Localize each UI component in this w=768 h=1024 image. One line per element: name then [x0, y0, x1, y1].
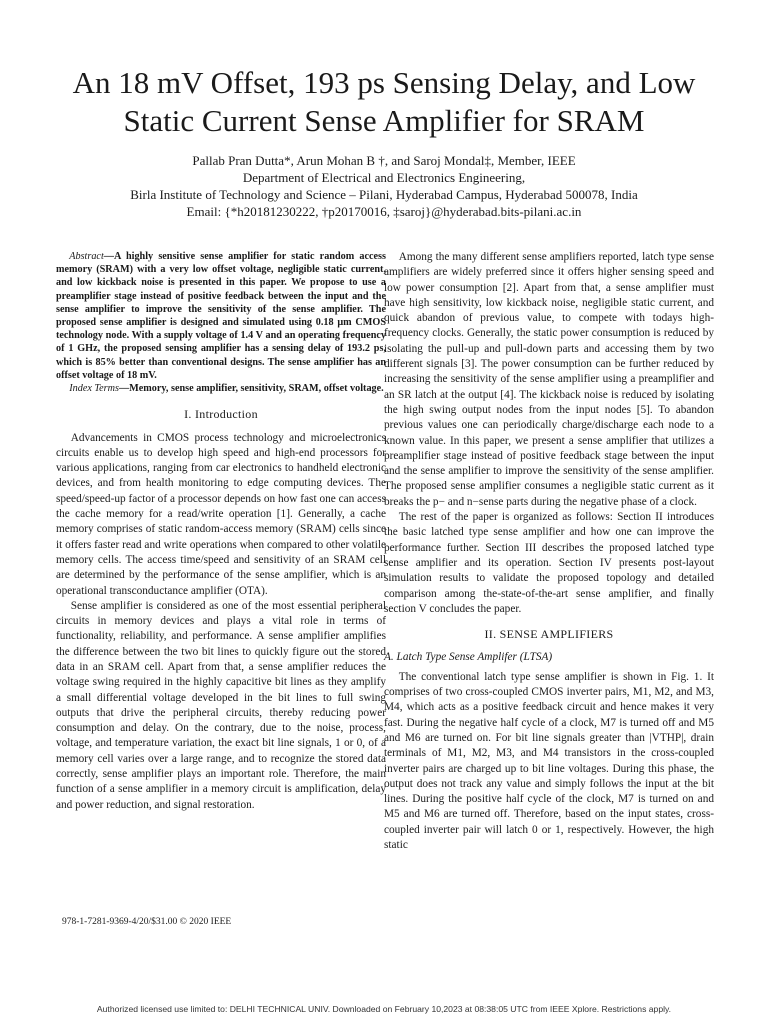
abstract-label: Abstract [69, 251, 104, 262]
abstract [56, 250, 386, 382]
affiliation-email: Email: {*h20181230222, †p20170016, ‡saroj}@hyderabad.bits-pilani.ac.in [186, 204, 582, 219]
index-terms-text: —Memory, sense amplifier, sensitivity, SRAM, offset voltage. [118, 383, 384, 395]
abstract-text: —A highly sensitive sense amplifier for static random access memory (SRAM) with a very low offset voltage, negligible static current, and low kickback noise is presented in this paper. We propose to use a preamplifier stage instead of positive feedback between the input and the sense amplifier to improve the sensitivity of the sense amplifier. The proposed sense amplifier is designed and simulated using 0.18 μm CMOS technology node. With a supply voltage of 1.4 V and an operating frequency of 1 GHz, the proposed sensing amplifier has a sensing delay of 193.2 ps, which is 85% better than conventional designs. The sense amplifier has an offset voltage of 18 mV. [56, 251, 386, 381]
section-2-heading: II. SENSE AMPLIFIERS [484, 627, 614, 642]
copyright-notice: 978-1-7281-9369-4/20/$31.00 © 2020 IEEE [62, 917, 232, 927]
index-terms [56, 382, 386, 395]
right-paragraph-2: The rest of the paper is organized as follows: Section II introduces the basic latched type sense amplifier and how one can improve the performance further. Section III describes the proposed latched type sense amplifier and its operation. Section IV presents post-layout simulation results to validate the proposed topology and detailed comparison among the-state-of-the-art sense amplifier, and finally section V concludes the paper. [384, 511, 714, 615]
right-column [384, 250, 714, 853]
section-2a-heading: A. Latch Type Sense Amplifer (LTSA) [384, 651, 553, 664]
affiliation-institute: Birla Institute of Technology and Science – Pilani, Hyderabad Campus, Hyderabad 500078, India [130, 187, 638, 202]
intro-paragraph-1: Advancements in CMOS process technology and microelectronics circuits enable us to develop high speed and high-end processors for various applications, ranging from car electronics to handheld electronic devices, and from health monitoring to edge computing devices. The speed/speed-up factor of a processor depends on how fast one can access the cache memory for a read/write operation [1]. Generally, a cache memory comprises of static random-access memory (SRAM) cells since it offers faster read and write operations when compared to other volatile memory cells. The access time/speed and sensitivity of an SRAM cell are determined by the performance of the sense amplifier, which is an operational transconductance amplifier (OTA). [56, 431, 386, 597]
index-terms-label: Index Terms [69, 383, 119, 395]
author-names: Pallab Pran Dutta*, Arun Mohan B †, and Saroj Mondal‡, Member, IEEE [192, 153, 576, 168]
right-paragraph-1: Among the many different sense amplifiers reported, latch type sense amplifiers are widely preferred since it offers higher sensing speed and low power consumption [2]. Apart from that, a sense amplifier must have high sensitivity, low kickback noise, negligible static current, and quick abandon of previous value, to compete with todays high-frequency clocks. Generally, the static power consumption is reduced by isolating the pull-up and pull-down parts and accessing them by two different signals [3]. The power consumption can be further reduced by increasing the sensitivity of the sense amplifier using a preamplifier and an SR latch at the output [4]. The kickback noise is reduced by isolating the high swing output nodes from the input nodes [5]. To abandon previous values one can periodically charge/discharge each node to a known value. In this paper, we present a sense amplifier that utilizes a preamplifier stage instead of positive feedback stage between the input and the sense amplifier to improve the sensitivity of the sense amplifier. The proposed sense amplifier consumes a negligible static current as it breaks the p− and n−sense parts during the negative phase of a clock. [384, 251, 714, 508]
title-line-1: An 18 mV Offset, 193 ps Sensing Delay, and Low [72, 65, 696, 100]
title-line-2: Static Current Sense Amplifier for SRAM [123, 103, 645, 138]
left-column [56, 250, 386, 813]
section-2-paragraph-1: The conventional latch type sense amplifier is shown in Fig. 1. It comprises of two cross-coupled CMOS inverter pairs, M1, M2, and M3, M4, which acts as a positive feedback circuit and hence makes it very fast. During the negative half cycle of a clock, M7 is turned off and M5 and M6 are turned on. For bit line signals greater than |VTHP|, drain terminals of M1, M2, M3, and M4 transistors in the cross-coupled inverter pairs are charged up to bit line voltages. During this phase, the output does not track any value and simply follows the input at the bit lines. During the positive half cycle of the clock, M7 is turned on and M5 and M6 are turned off. Therefore, based on the input states, cross-coupled inverter pair will latch 0 or 1, respectively. However, the high static [384, 670, 714, 851]
affiliation-department: Department of Electrical and Electronics Engineering, [242, 170, 526, 185]
download-footer: Authorized licensed use limited to: DELHI TECHNICAL UNIV. Downloaded on February 10,2023 at 08:38:05 UTC from IEEE Xplore. Restrictions apply. [96, 1004, 672, 1014]
intro-paragraph-2: Sense amplifier is considered as one of the most essential peripheral circuits in memory devices and plays a vital role in terms of functionality, reliability, and performance. A sense amplifier amplifies the difference between the two bit lines to quickly figure out the stored data in an SRAM cell. Apart from that, a sense amplifier reduces the voltage swing required in the highly capacitive bit lines as they amplify a small differential voltage developed in the bit lines to full swing outputs that drive the peripheral circuits, thereby reducing power consumption and delay. On the contrary, due to the noise, process, voltage, and temperature variation, the exact bit line signals, 1 or 0, of a memory cell varies over a large range, and to recognize the stored data correctly, sense amplifier plays an important role. Therefore, the main function of a sense amplifier in a memory circuit is amplification, delay and power reduction, and signal restoration. [56, 599, 386, 811]
section-1-heading: I. Introduction [184, 407, 258, 422]
paper-title [30, 64, 738, 140]
author-block [30, 152, 738, 220]
